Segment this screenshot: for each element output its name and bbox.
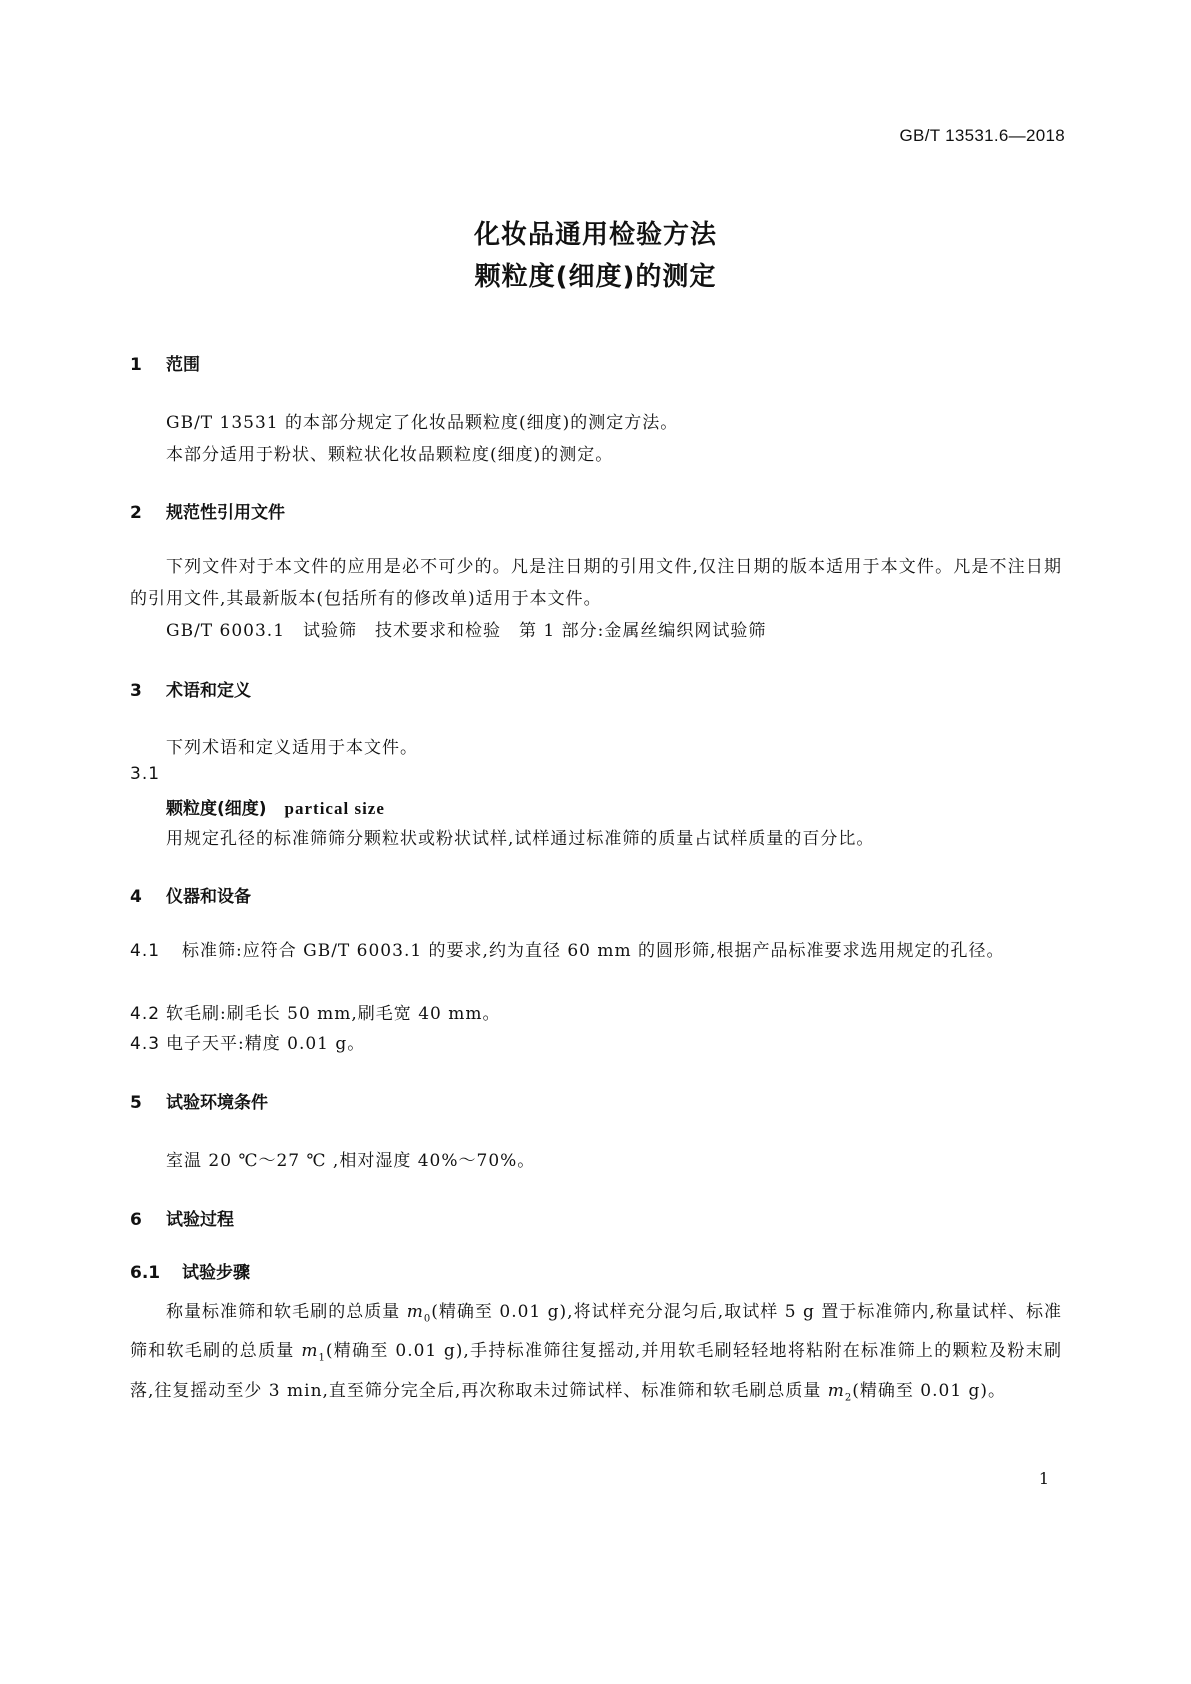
- procedure-text: (精确至 0.01 g),将试样充分混匀后,取试样 5 g 置于标准筛内,称量试样、标准筛和软毛刷的总质量: [130, 1302, 1062, 1362]
- standard-code: GB/T 13531.6—2018: [899, 126, 1065, 145]
- procedure-text: 称量标准筛和软毛刷的总质量: [166, 1302, 407, 1322]
- section-title: 试验环境条件: [166, 1093, 268, 1113]
- procedure-text: (精确至 0.01 g),手持标准筛往复摇动,并用软毛刷轻轻地将粘附在标准筛上的颗粒及粉末刷落,往复摇动至少 3 min,直至筛分完全后,再次称取未过筛试样、标准筛和软毛刷总质量: [130, 1341, 1062, 1401]
- item-4-2: [130, 999, 501, 1024]
- section-3-paragraph: 下列术语和定义适用于本文件。: [166, 738, 418, 758]
- section-title: 仪器和设备: [166, 887, 251, 907]
- normative-reference: GB/T 6003.1 试验筛 技术要求和检验 第 1 部分:金属丝编织网试验筛: [166, 621, 767, 641]
- document-title-line2: 颗粒度(细度)的测定: [474, 262, 717, 292]
- section-5-paragraph: 室温 20 ℃～27 ℃ ,相对湿度 40%～70%。: [166, 1151, 536, 1171]
- section-title: 试验过程: [166, 1210, 234, 1230]
- item-text: 电子天平:精度 0.01 g。: [166, 1034, 366, 1054]
- section-title: 术语和定义: [166, 681, 251, 701]
- page-number: 1: [1038, 1469, 1049, 1488]
- subscript: 2: [844, 1392, 853, 1404]
- document-title-line1: 化妆品通用检验方法: [473, 220, 717, 250]
- section-1-paragraph-1: GB/T 13531 的本部分规定了化妆品颗粒度(细度)的测定方法。: [166, 413, 679, 433]
- term-definition: 用规定孔径的标准筛筛分颗粒状或粉状试样,试样通过标准筛的质量占试样质量的百分比。: [166, 829, 875, 849]
- subsection-number: 6.1: [130, 1263, 161, 1283]
- section-2-heading: [130, 498, 285, 523]
- section-number: 2: [130, 503, 142, 523]
- section-number: 3: [130, 681, 142, 701]
- term-entry: [166, 794, 385, 819]
- variable-m: m: [301, 1341, 319, 1362]
- variable-m: m: [827, 1380, 845, 1401]
- procedure-text: (精确至 0.01 g)。: [852, 1380, 1007, 1401]
- item-text: 标准筛:应符合 GB/T 6003.1 的要求,约为直径 60 mm 的圆形筛,根据产品标准要求选用规定的孔径。: [182, 941, 1005, 961]
- subsection-6-1-heading: [130, 1258, 250, 1283]
- section-4-heading: [130, 882, 251, 907]
- section-number: 4: [130, 887, 142, 907]
- term-chinese: 颗粒度(细度): [166, 799, 267, 819]
- section-1-heading: [130, 350, 200, 375]
- section-6-heading: [130, 1205, 234, 1230]
- item-4-3: [130, 1029, 365, 1054]
- section-number: 6: [130, 1210, 142, 1230]
- item-number: 4.3: [130, 1034, 161, 1054]
- section-number: 5: [130, 1093, 142, 1113]
- section-2-paragraph: 下列文件对于本文件的应用是必不可少的。凡是注日期的引用文件,仅注日期的版本适用于本文件。凡是不注日期的引用文件,其最新版本(包括所有的修改单)适用于本文件。: [130, 557, 1062, 609]
- section-1-paragraph-2: 本部分适用于粉状、颗粒状化妆品颗粒度(细度)的测定。: [166, 445, 614, 465]
- section-title: 规范性引用文件: [166, 503, 285, 523]
- subscript: 0: [423, 1313, 432, 1325]
- item-number: 4.1: [130, 941, 161, 961]
- section-3-heading: [130, 676, 251, 701]
- section-5-heading: [130, 1088, 268, 1113]
- item-4-1: [130, 935, 1062, 967]
- term-english: partical size: [284, 799, 385, 818]
- item-text: 软毛刷:刷毛长 50 mm,刷毛宽 40 mm。: [166, 1004, 501, 1024]
- section-title: 范围: [166, 355, 200, 375]
- item-number: 4.2: [130, 1004, 161, 1024]
- term-number: 3.1: [130, 764, 161, 784]
- variable-m: m: [406, 1302, 424, 1322]
- subscript: 1: [318, 1352, 326, 1364]
- subsection-title: 试验步骤: [182, 1263, 250, 1283]
- section-number: 1: [130, 355, 142, 375]
- procedure-paragraph: [130, 1296, 1062, 1414]
